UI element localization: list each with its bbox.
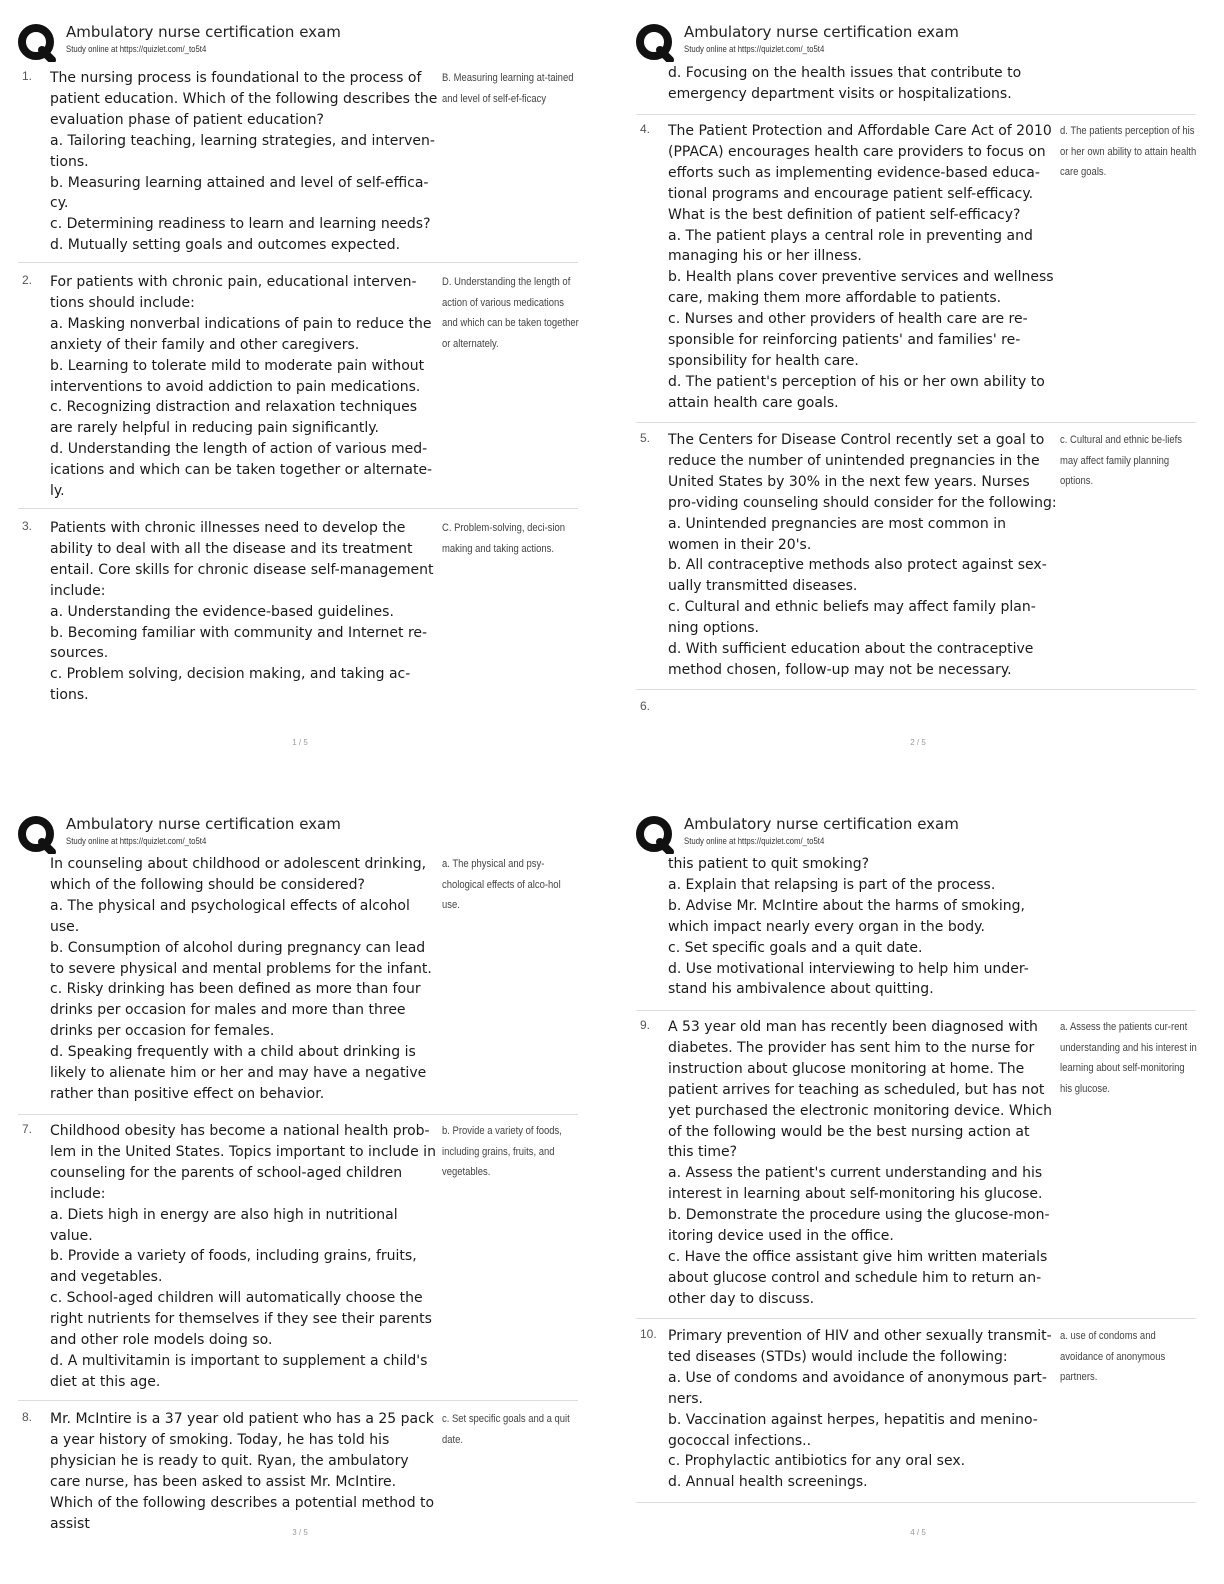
card-answer: c. Set specific goals and a quit date. — [442, 1413, 570, 1446]
divider — [636, 689, 1196, 690]
card-answer: d. The patients perception of his or her own ability to attain health care goals. — [1060, 125, 1197, 178]
card-number: 2. — [22, 273, 33, 287]
card-number: 8. — [22, 1410, 33, 1424]
divider — [636, 1502, 1196, 1503]
divider — [636, 1010, 1196, 1011]
card-number: 10. — [640, 1327, 657, 1341]
card-question: For patients with chronic pain, educational interven-tions should include: a. Masking nonverbal indications of pain to reduce the anxiety of their family and other caregivers. b. Learning to tolerate mild to moderate pain without interventions to avoid addiction to pain medications. c. Recognizing distraction and relaxation techniques are rarely helpful in reducing pain significantly. d. Understanding the length of action of various med-ications and which can be taken together or alternate-ly. — [50, 274, 433, 500]
card-question: The nursing process is foundational to the process of patient education. Which of the following describes the evaluation phase of patient education? a. Tailoring teaching, learning strategies, and interven-tions. b. Measuring learning attained and level of self-effica-cy. c. Determining readiness to learn and learning needs? d. Mutually setting goals and outcomes expected. — [50, 70, 438, 254]
card-number: 4. — [640, 122, 651, 136]
card-answer: C. Problem-solving, deci-sion making and taking actions. — [442, 522, 566, 555]
quizlet-logo-icon — [636, 24, 674, 62]
page-number: 3 / 5 — [292, 1528, 308, 1537]
document-title: Ambulatory nurse certification exam — [684, 815, 959, 833]
page-number: 2 / 5 — [910, 738, 926, 747]
card-number: 7. — [22, 1122, 33, 1136]
card-question: Patients with chronic illnesses need to develop the ability to deal with all the disease and its treatment entail. Core skills for chronic disease self-management include: a. Understanding the evidence-based guidelines. b. Becoming familiar with community and Internet re-sources. c. Problem solving, decision making, and taking ac-tions. — [50, 520, 434, 704]
card-question: A 53 year old man has recently been diagnosed with diabetes. The provider has sent him to the nurse for instruction about glucose monitoring at home. The patient arrives for teaching as scheduled, but has not yet purchased the electronic monitoring device. Which of the following would be the best nursing action at this time? a. Assess the patient's current understanding and his interest in learning about self-monitoring his glucose. b. Demonstrate the procedure using the glucose-mon-itoring device used in the office. c. Have the office assistant give him written materials about glucose control and schedule him to return an-other day to discuss. — [668, 1019, 1053, 1307]
document-title: Ambulatory nurse certification exam — [66, 815, 341, 833]
card-answer: a. use of condoms and avoidance of anonymous partners. — [1060, 1330, 1166, 1383]
card-number: 9. — [640, 1018, 651, 1032]
card-number: 6. — [640, 699, 651, 713]
card-answer: a. The physical and psy-chological effects of alco-hol use. — [442, 858, 561, 911]
card-question: Mr. McIntire is a 37 year old patient who has a 25 pack a year history of smoking. Today, he has told his physician he is ready to quit. Ryan, the ambulatory care nurse, has been asked to assist Mr. McIntire. Which of the following describes a potential method to assist — [50, 1411, 435, 1532]
document-title: Ambulatory nurse certification exam — [66, 23, 341, 41]
study-link[interactable]: Study online at https://quizlet.com/_to5t4 — [66, 44, 207, 55]
divider — [636, 114, 1196, 115]
card-answer: D. Understanding the length of action of various medications and which can be taken together or alternately. — [442, 276, 579, 350]
card-number: 1. — [22, 69, 33, 83]
divider — [18, 1114, 578, 1115]
quizlet-logo-icon — [18, 24, 56, 62]
card-question: d. Focusing on the health issues that contribute to emergency department visits or hospitalizations. — [668, 65, 1022, 102]
card-question: The Centers for Disease Control recently set a goal to reduce the number of unintended pregnancies in the United States by 30% in the next few years. Nurses pro-viding counseling should consider for the following: a. Unintended pregnancies are most common in women in their 20's. b. All contraceptive methods also protect against sex-ually transmitted diseases. c. Cultural and ethnic beliefs may affect family plan-ning options. d. With sufficient education about the contraceptive method chosen, follow-up may not be necessary. — [668, 432, 1057, 678]
card-answer: B. Measuring learning at-tained and level of self-ef-ficacy — [442, 72, 574, 105]
divider — [18, 508, 578, 509]
quizlet-logo-icon — [636, 816, 674, 854]
card-answer: c. Cultural and ethnic be-liefs may affect family planning options. — [1060, 434, 1182, 487]
page-number: 1 / 5 — [292, 738, 308, 747]
divider — [18, 1400, 578, 1401]
document-title: Ambulatory nurse certification exam — [684, 23, 959, 41]
study-link[interactable]: Study online at https://quizlet.com/_to5t4 — [684, 44, 825, 55]
card-question: The Patient Protection and Affordable Care Act of 2010 (PPACA) encourages health care providers to focus on efforts such as implementing evidence-based educa-tional programs and encourage patient self-efficacy. What is the best definition of patient self-efficacy? a. The patient plays a central role in preventing and managing his or her illness. b. Health plans cover preventive services and wellness care, making them more affordable to patients. c. Nurses and other providers of health care are re-sponsible for reinforcing patients' and families' re-sponsibility for health care. d. The patient's perception of his or her own ability to attain health care goals. — [668, 123, 1054, 411]
card-question: this patient to quit smoking? a. Explain that relapsing is part of the process. b. Advise Mr. McIntire about the harms of smoking, which impact nearly every organ in the body. c. Set specific goals and a quit date. d. Use motivational interviewing to help him under-stand his ambivalence about quitting. — [668, 856, 1029, 998]
card-number: 5. — [640, 431, 651, 445]
divider — [636, 1318, 1196, 1319]
quizlet-logo-icon — [18, 816, 56, 854]
card-question: Primary prevention of HIV and other sexually transmit-ted diseases (STDs) would include the following: a. Use of condoms and avoidance of anonymous part-ners. b. Vaccination against herpes, hepatitis and menino-gococcal infections.. c. Prophylactic antibiotics for any oral sex. d. Annual health screenings. — [668, 1328, 1052, 1491]
study-link[interactable]: Study online at https://quizlet.com/_to5t4 — [684, 836, 825, 847]
card-question: In counseling about childhood or adolescent drinking, which of the following should be considered? a. The physical and psychological effects of alcohol use. b. Consumption of alcohol during pregnancy can lead to severe physical and mental problems for the infant. c. Risky drinking has been defined as more than four drinks per occasion for males and more than three drinks per occasion for females. d. Speaking frequently with a child about drinking is likely to alienate him or her and may have a negative rather than positive effect on behavior. — [50, 856, 432, 1102]
card-answer: a. Assess the patients cur-rent understanding and his interest in learning about self-monitoring his glucose. — [1060, 1021, 1197, 1095]
divider — [636, 422, 1196, 423]
card-number: 3. — [22, 519, 33, 533]
divider — [18, 262, 578, 263]
study-link[interactable]: Study online at https://quizlet.com/_to5t4 — [66, 836, 207, 847]
card-answer: b. Provide a variety of foods, including grains, fruits, and vegetables. — [442, 1125, 562, 1178]
page-number: 4 / 5 — [910, 1528, 926, 1537]
card-question: Childhood obesity has become a national health prob-lem in the United States. Topics important to include in counseling for the parents of school-aged children include: a. Diets high in energy are also high in nutritional value. b. Provide a variety of foods, including grains, fruits, and vegetables. c. School-aged children will automatically choose the right nutrients for themselves if they see their parents and other role models doing so. d. A multivitamin is important to supplement a child's diet at this age. — [50, 1123, 436, 1390]
